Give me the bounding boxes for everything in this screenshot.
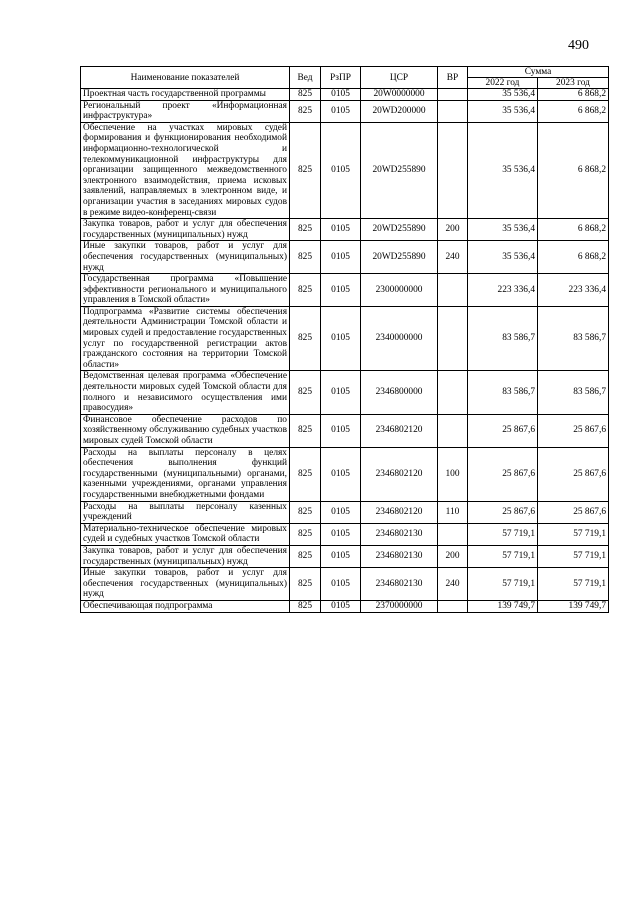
table-row: [81, 568, 609, 601]
row-csr-cell: 20WD255890: [361, 122, 438, 218]
row-sum-2023-cell: 6 868,2: [538, 100, 609, 122]
row-csr-cell: 20WD255890: [361, 219, 438, 241]
row-vr-cell: 240: [438, 241, 468, 274]
table-row: [81, 447, 609, 501]
row-ved-cell: 825: [290, 274, 321, 307]
row-rzpr-cell: 0105: [321, 241, 361, 274]
row-sum-2023-cell: 57 719,1: [538, 523, 609, 545]
row-sum-2023-cell: 223 336,4: [538, 274, 609, 307]
table-header: [81, 67, 609, 89]
row-ved-cell: 825: [290, 501, 321, 523]
header-year-2022: 2022 год: [468, 78, 538, 89]
row-csr-cell: 2346802130: [361, 523, 438, 545]
row-vr-cell: 100: [438, 447, 468, 501]
row-sum-2023-cell: 57 719,1: [538, 545, 609, 567]
row-ved-cell: 825: [290, 545, 321, 567]
row-rzpr-cell: 0105: [321, 306, 361, 371]
row-vr-cell: [438, 371, 468, 414]
row-name-cell: Ведомственная целевая программа «Обеспечение деятельности мировых судей Томской области для полного и независимого осуществления ими правосудия»: [81, 371, 290, 414]
row-csr-cell: 20W0000000: [361, 89, 438, 101]
table-row: [81, 523, 609, 545]
table-row: [81, 241, 609, 274]
row-sum-2022-cell: 25 867,6: [468, 414, 538, 447]
row-sum-2023-cell: 57 719,1: [538, 568, 609, 601]
row-rzpr-cell: 0105: [321, 414, 361, 447]
row-csr-cell: 2340000000: [361, 306, 438, 371]
row-ved-cell: 825: [290, 306, 321, 371]
row-name-cell: Закупка товаров, работ и услуг для обеспечения государственных (муниципальных) нужд: [81, 219, 290, 241]
table-row: [81, 100, 609, 122]
row-ved-cell: 825: [290, 100, 321, 122]
table-row: [81, 600, 609, 612]
row-vr-cell: 200: [438, 219, 468, 241]
table-row: [81, 501, 609, 523]
row-name-cell: Иные закупки товаров, работ и услуг для обеспечения государственных (муниципальных) нужд: [81, 568, 290, 601]
row-sum-2023-cell: 6 868,2: [538, 241, 609, 274]
header-year-2023: 2023 год: [538, 78, 609, 89]
row-sum-2022-cell: 35 536,4: [468, 219, 538, 241]
header-rzpr: РзПР: [321, 67, 361, 89]
row-sum-2022-cell: 35 536,4: [468, 122, 538, 218]
table-body: [81, 89, 609, 613]
row-vr-cell: [438, 306, 468, 371]
table-row: [81, 122, 609, 218]
row-vr-cell: [438, 600, 468, 612]
budget-table: [80, 66, 609, 613]
row-sum-2022-cell: 57 719,1: [468, 523, 538, 545]
row-sum-2022-cell: 57 719,1: [468, 568, 538, 601]
row-vr-cell: [438, 100, 468, 122]
row-ved-cell: 825: [290, 89, 321, 101]
row-vr-cell: [438, 122, 468, 218]
row-name-cell: Подпрограмма «Развитие системы обеспечения деятельности Администрации Томской области и мировых судей и предоставление государственных услуг по государственной регистрации актов гражданского состояния на территории Томской области»: [81, 306, 290, 371]
row-csr-cell: 2370000000: [361, 600, 438, 612]
row-name-cell: Обеспечение на участках мировых судей формирования и функционирования необходимой информационно-технологической и телекоммуникационной инфраструктуры для организации защищенного межведомственного электронного взаимодействия, приема исковых заявлений, направляемых в электронном виде, и организации участия в заседаниях мировых судов в режиме видео-конференц-связи: [81, 122, 290, 218]
row-name-cell: Закупка товаров, работ и услуг для обеспечения государственных (муниципальных) нужд: [81, 545, 290, 567]
table-row: [81, 371, 609, 414]
row-name-cell: Расходы на выплаты персоналу казенных учреждений: [81, 501, 290, 523]
row-ved-cell: 825: [290, 371, 321, 414]
header-csr: ЦСР: [361, 67, 438, 89]
row-ved-cell: 825: [290, 447, 321, 501]
row-csr-cell: 2346802120: [361, 501, 438, 523]
row-rzpr-cell: 0105: [321, 545, 361, 567]
row-csr-cell: 2346802120: [361, 414, 438, 447]
row-ved-cell: 825: [290, 219, 321, 241]
row-csr-cell: 2300000000: [361, 274, 438, 307]
table-row: [81, 274, 609, 307]
row-rzpr-cell: 0105: [321, 100, 361, 122]
header-vr: ВР: [438, 67, 468, 89]
page-number: 490: [568, 38, 589, 53]
header-sum: Сумма: [468, 67, 609, 78]
row-sum-2023-cell: 25 867,6: [538, 414, 609, 447]
row-sum-2023-cell: 6 868,2: [538, 122, 609, 218]
row-name-cell: Проектная часть государственной программы: [81, 89, 290, 101]
row-sum-2022-cell: 35 536,4: [468, 89, 538, 101]
row-rzpr-cell: 0105: [321, 447, 361, 501]
row-sum-2023-cell: 139 749,7: [538, 600, 609, 612]
row-vr-cell: [438, 274, 468, 307]
row-sum-2023-cell: 83 586,7: [538, 306, 609, 371]
row-rzpr-cell: 0105: [321, 600, 361, 612]
table-row: [81, 545, 609, 567]
row-vr-cell: 200: [438, 545, 468, 567]
row-sum-2022-cell: 35 536,4: [468, 241, 538, 274]
row-sum-2022-cell: 139 749,7: [468, 600, 538, 612]
row-csr-cell: 20WD200000: [361, 100, 438, 122]
row-rzpr-cell: 0105: [321, 501, 361, 523]
row-rzpr-cell: 0105: [321, 274, 361, 307]
row-sum-2022-cell: 35 536,4: [468, 100, 538, 122]
row-vr-cell: [438, 89, 468, 101]
row-rzpr-cell: 0105: [321, 371, 361, 414]
row-ved-cell: 825: [290, 523, 321, 545]
row-csr-cell: 2346800000: [361, 371, 438, 414]
row-vr-cell: [438, 523, 468, 545]
row-ved-cell: 825: [290, 122, 321, 218]
row-ved-cell: 825: [290, 600, 321, 612]
row-vr-cell: 110: [438, 501, 468, 523]
row-sum-2023-cell: 25 867,6: [538, 501, 609, 523]
row-rzpr-cell: 0105: [321, 219, 361, 241]
row-sum-2022-cell: 83 586,7: [468, 371, 538, 414]
row-csr-cell: 2346802120: [361, 447, 438, 501]
row-ved-cell: 825: [290, 568, 321, 601]
row-name-cell: Региональный проект «Информационная инфраструктура»: [81, 100, 290, 122]
row-vr-cell: [438, 414, 468, 447]
row-name-cell: Расходы на выплаты персоналу в целях обеспечения выполнения функций государственными (муниципальными) органами, казенными учреждениями, органами управления государственными внебюджетными фондами: [81, 447, 290, 501]
row-ved-cell: 825: [290, 241, 321, 274]
row-csr-cell: 2346802130: [361, 568, 438, 601]
row-vr-cell: 240: [438, 568, 468, 601]
table-row: [81, 306, 609, 371]
row-rzpr-cell: 0105: [321, 122, 361, 218]
row-csr-cell: 20WD255890: [361, 241, 438, 274]
row-sum-2022-cell: 223 336,4: [468, 274, 538, 307]
row-sum-2022-cell: 57 719,1: [468, 545, 538, 567]
row-rzpr-cell: 0105: [321, 89, 361, 101]
header-name: Наименование показателей: [81, 67, 290, 89]
row-name-cell: Материально-техническое обеспечение мировых судей и судебных участков Томской области: [81, 523, 290, 545]
row-sum-2023-cell: 83 586,7: [538, 371, 609, 414]
row-sum-2022-cell: 25 867,6: [468, 447, 538, 501]
header-ved: Вед: [290, 67, 321, 89]
row-name-cell: Государственная программа «Повышение эффективности регионального и муниципального управления в Томской области»: [81, 274, 290, 307]
table-row: [81, 89, 609, 101]
row-sum-2022-cell: 25 867,6: [468, 501, 538, 523]
table-row: [81, 414, 609, 447]
row-csr-cell: 2346802130: [361, 545, 438, 567]
row-rzpr-cell: 0105: [321, 523, 361, 545]
row-sum-2023-cell: 6 868,2: [538, 89, 609, 101]
row-sum-2022-cell: 83 586,7: [468, 306, 538, 371]
row-sum-2023-cell: 6 868,2: [538, 219, 609, 241]
row-name-cell: Обеспечивающая подпрограмма: [81, 600, 290, 612]
table-row: [81, 219, 609, 241]
row-name-cell: Иные закупки товаров, работ и услуг для обеспечения государственных (муниципальных) нужд: [81, 241, 290, 274]
row-name-cell: Финансовое обеспечение расходов по хозяйственному обслуживанию судебных участков мировых судей Томской области: [81, 414, 290, 447]
row-ved-cell: 825: [290, 414, 321, 447]
row-sum-2023-cell: 25 867,6: [538, 447, 609, 501]
row-rzpr-cell: 0105: [321, 568, 361, 601]
